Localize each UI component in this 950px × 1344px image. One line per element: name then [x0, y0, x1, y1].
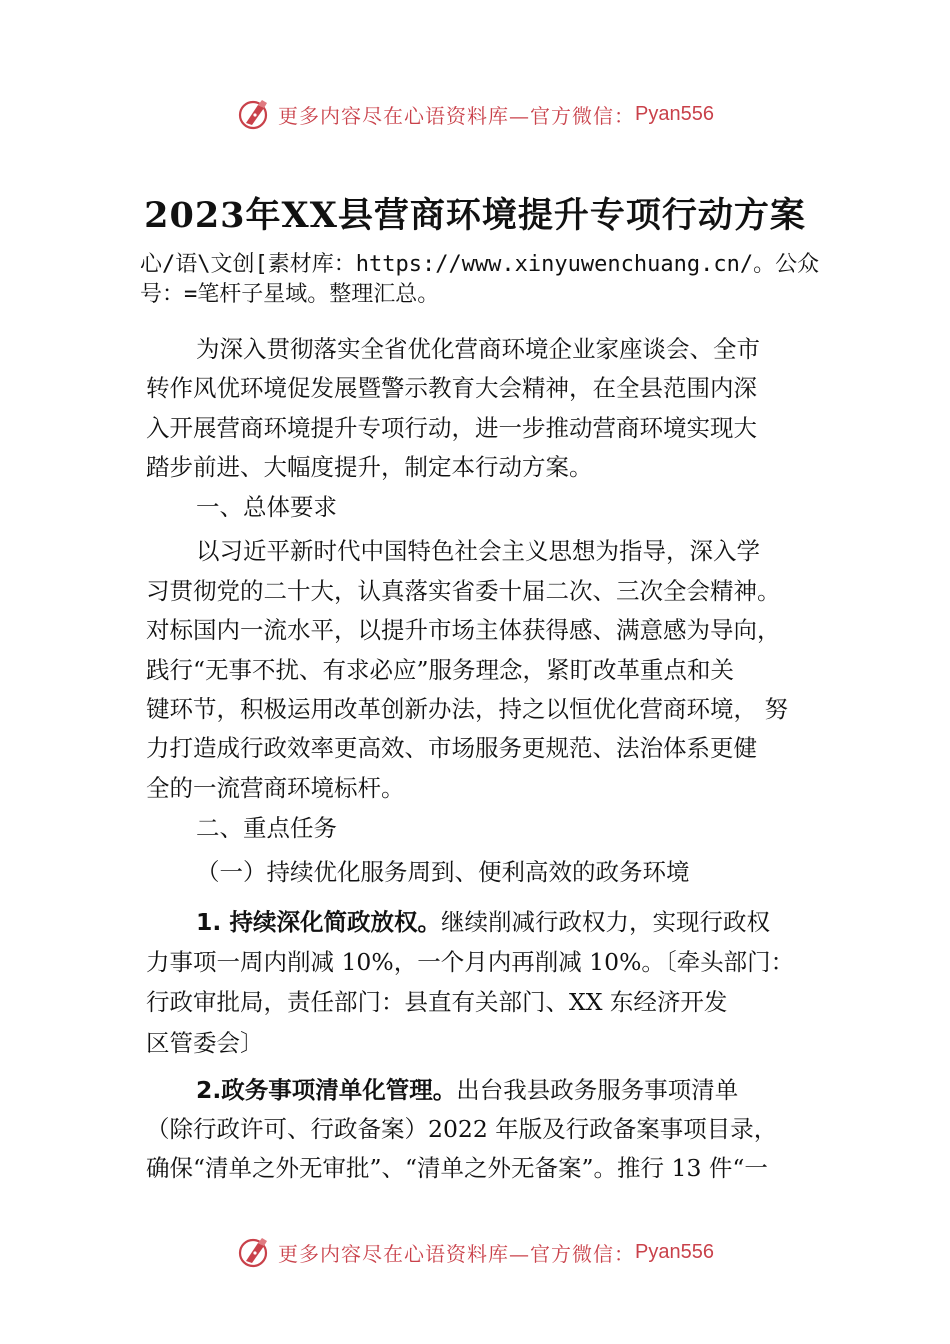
banner-account: Pyan556: [635, 1240, 714, 1263]
banner-text: 更多内容尽在心语资料库—官方微信：: [278, 1241, 636, 1266]
item2-line-2: （除行政许可、行政备案）2022 年版及行政备案事项目录，: [146, 1115, 778, 1143]
banner-account: Pyan556: [635, 102, 714, 125]
section1-line-4: 践行“无事不扰、有求必应”服务理念，紧盯改革重点和关: [146, 656, 735, 684]
section1-line-5: 键环节，积极运用改革创新办法，持之以恒优化营商环境， 努: [146, 695, 788, 723]
item1-line-1: [196, 907, 770, 937]
intro-line-1: 为深入贯彻落实全省优化营商环境企业家座谈会、全市: [196, 335, 760, 363]
footer-watermark-banner: [0, 1232, 950, 1272]
source-line-1: 心/语\文创[素材库：https://www.xinyuwenchuang.cn/。公众: [140, 252, 820, 277]
source-line-2: 号：=笔杆子星域。整理汇总。: [140, 282, 440, 307]
item1-line-3: 行政审批局，责任部门：县直有关部门、XX 东经济开发: [146, 988, 728, 1016]
item1-heading: 1. 持续深化简政放权。: [196, 908, 441, 936]
section1-line-3: 对标国内一流水平，以提升市场主体获得感、满意感为导向，: [146, 616, 781, 644]
item1-line-2: 力事项一周内削减 10%，一个月内再削减 10%。〔牵头部门：: [146, 948, 795, 976]
document-title: 2023年XX县营商环境提升专项行动方案: [144, 195, 806, 236]
subsection1-heading: （一）持续优化服务周到、便利高效的政务环境: [196, 858, 690, 886]
intro-line-2: 转作风优环境促发展暨警示教育大会精神，在全县范围内深: [146, 374, 757, 402]
section1-line-1: 以习近平新时代中国特色社会主义思想为指导，深入学: [196, 537, 760, 565]
intro-line-3: 入开展营商环境提升专项行动，进一步推动营商环境实现大: [146, 414, 757, 442]
item2-line-1: [196, 1075, 738, 1105]
item2-line-3: 确保“清单之外无审批”、“清单之外无备案”。推行 13 件“一: [146, 1154, 768, 1182]
banner-text: 更多内容尽在心语资料库—官方微信：: [278, 103, 636, 128]
header-watermark-banner: [0, 94, 950, 134]
item2-first-text: 出台我县政务服务事项清单: [456, 1076, 739, 1104]
section1-line-2: 习贯彻党的二十大，认真落实省委十届二次、三次全会精神。: [146, 577, 781, 605]
item2-heading: 2.政务事项清单化管理。: [196, 1076, 457, 1104]
item1-line-4: 区管委会〕: [146, 1029, 264, 1057]
section1-line-7: 全的一流营商环境标杆。: [146, 774, 405, 802]
pen-nib-logo-icon: [236, 96, 272, 132]
intro-line-4: 踏步前进、大幅度提升，制定本行动方案。: [146, 453, 593, 481]
source-note: [140, 250, 840, 310]
section2-heading: 二、重点任务: [196, 814, 337, 842]
section1-line-6: 力打造成行政效率更高效、市场服务更规范、法治体系更健: [146, 734, 757, 762]
section1-heading: 一、总体要求: [196, 493, 337, 521]
pen-nib-logo-icon: [236, 1234, 272, 1270]
item1-first-text: 继续削减行政权力，实现行政权: [440, 908, 770, 936]
